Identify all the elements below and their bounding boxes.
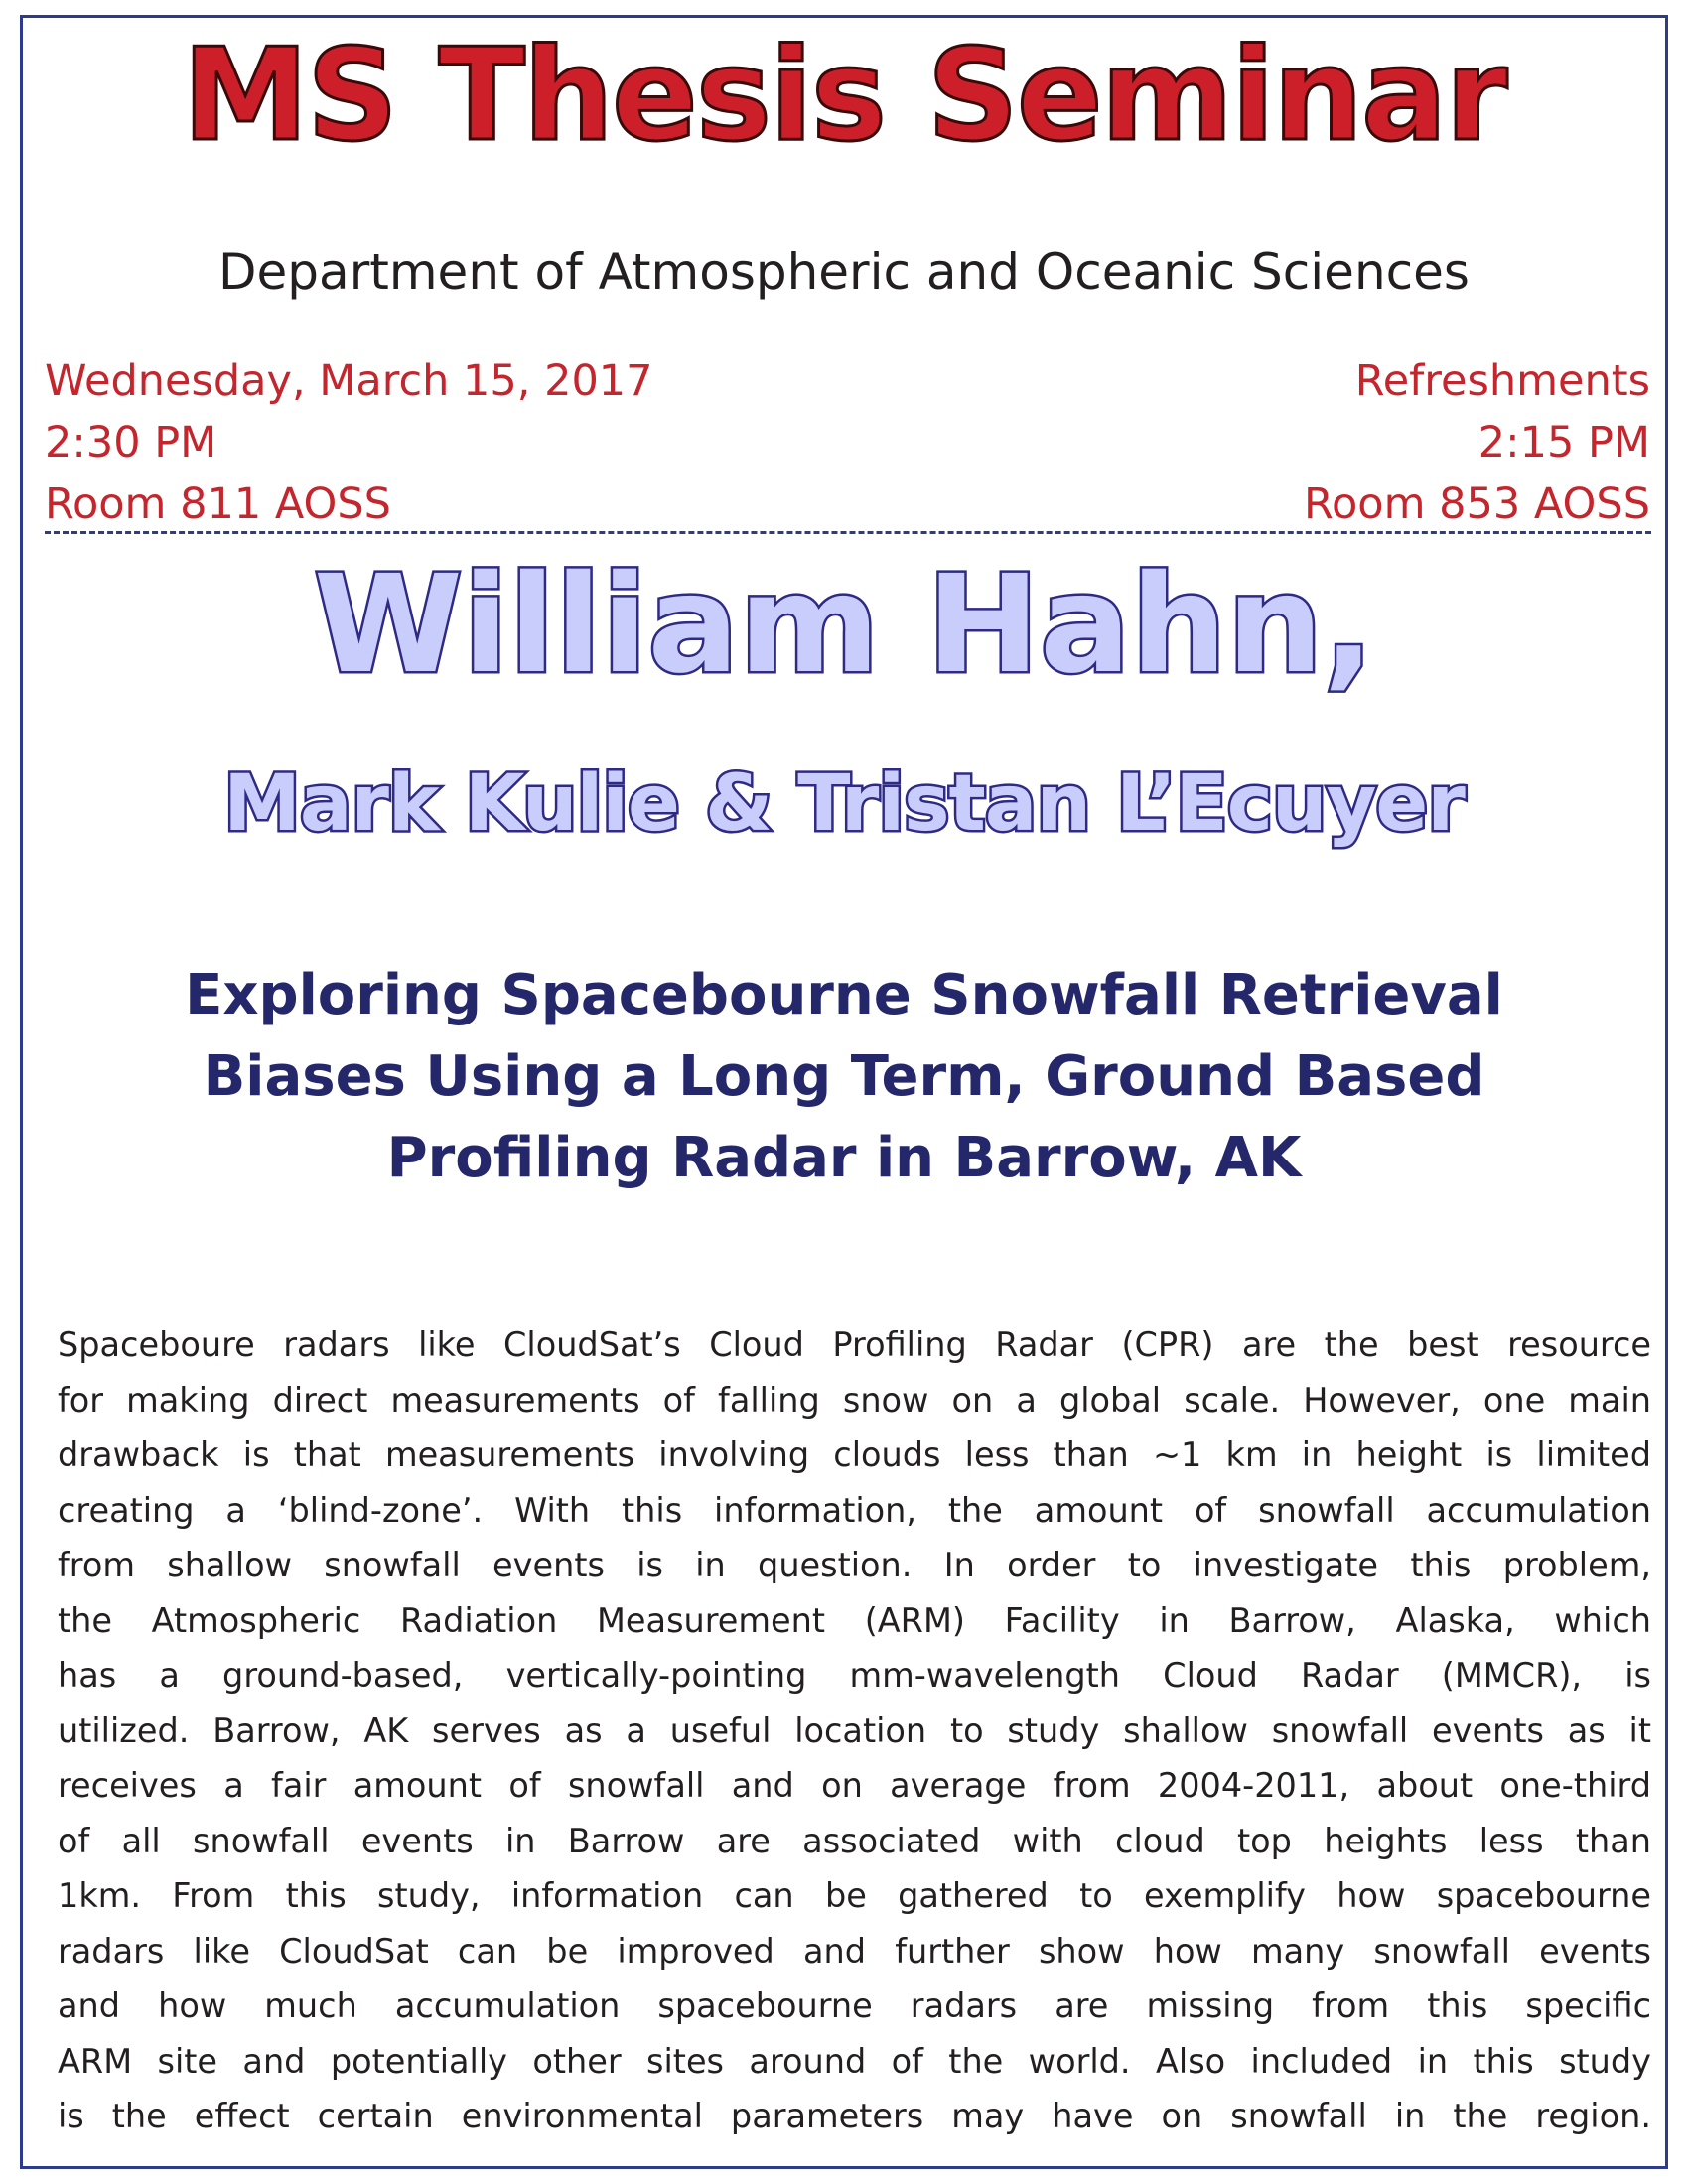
event-time: 2:30 PM (45, 418, 217, 468)
abstract-line: has a ground-based, vertically-pointing mm-wavelength Cloud Radar (MMCR), is (58, 1656, 1651, 1695)
abstract-line: radars like CloudSat can be improved and further show how many snowfall events (58, 1931, 1651, 1971)
event-room: Room 811 AOSS (45, 479, 391, 529)
talk-title-line: Exploring Spacebourne Snowfall Retrieval (185, 963, 1503, 1027)
refreshments-time: 2:15 PM (1477, 418, 1650, 468)
talk-title-line: Profiling Radar in Barrow, AK (386, 1126, 1302, 1190)
abstract-line: is the effect certain environmental parameters may have on snowfall in the region. (58, 2097, 1651, 2135)
abstract-line: creating a ‘blind-zone’. With this information, the amount of snowfall accumulation (58, 1490, 1651, 1530)
talk-title (129, 955, 1559, 1199)
abstract-line: receives a fair amount of snowfall and on average from 2004-2011, about one-third (58, 1766, 1651, 1805)
abstract-line: from shallow snowfall events is in question. In order to investigate this problem, (58, 1546, 1651, 1584)
section-divider (45, 531, 1651, 534)
abstract-line: and how much accumulation spacebourne radars are missing from this specific (58, 1986, 1651, 2025)
refreshments-details (1304, 350, 1650, 535)
abstract-line: 1km. From this study, information can be gathered to exemplify how spacebourne (58, 1876, 1651, 1915)
refreshments-room: Room 853 AOSS (1304, 479, 1650, 529)
talk-title-line: Biases Using a Long Term, Ground Based (203, 1044, 1485, 1109)
abstract-line: the Atmospheric Radiation Measurement (ARM) Facility in Barrow, Alaska, which (58, 1600, 1651, 1640)
refreshments-label: Refreshments (1354, 356, 1650, 406)
abstract-line: for making direct measurements of falling snow on a global scale. However, one main (58, 1380, 1651, 1420)
coauthor-names: Mark Kulie & Tristan L’Ecuyer (223, 759, 1465, 849)
event-date: Wednesday, March 15, 2017 (45, 356, 653, 406)
abstract-line: ARM site and potentially other sites around of the world. Also included in this study (58, 2041, 1651, 2081)
abstract-line: utilized. Barrow, AK serves as a useful location to study shallow snowfall events as it (58, 1710, 1651, 1750)
abstract-line: of all snowfall events in Barrow are associated with cloud top heights less than (58, 1821, 1651, 1860)
department-name: Department of Atmospheric and Oceanic Sciences (218, 243, 1470, 301)
abstract-line: Spaceboure radars like CloudSat’s Cloud Profiling Radar (CPR) are the best resource (58, 1325, 1651, 1364)
event-details (45, 350, 653, 535)
seminar-title: MS Thesis Seminar (182, 22, 1506, 170)
abstract-line: drawback is that measurements involving clouds less than ~1 km in height is limited (58, 1435, 1651, 1474)
abstract-text (58, 1317, 1651, 2144)
speaker-name: William Hahn, (313, 547, 1375, 704)
